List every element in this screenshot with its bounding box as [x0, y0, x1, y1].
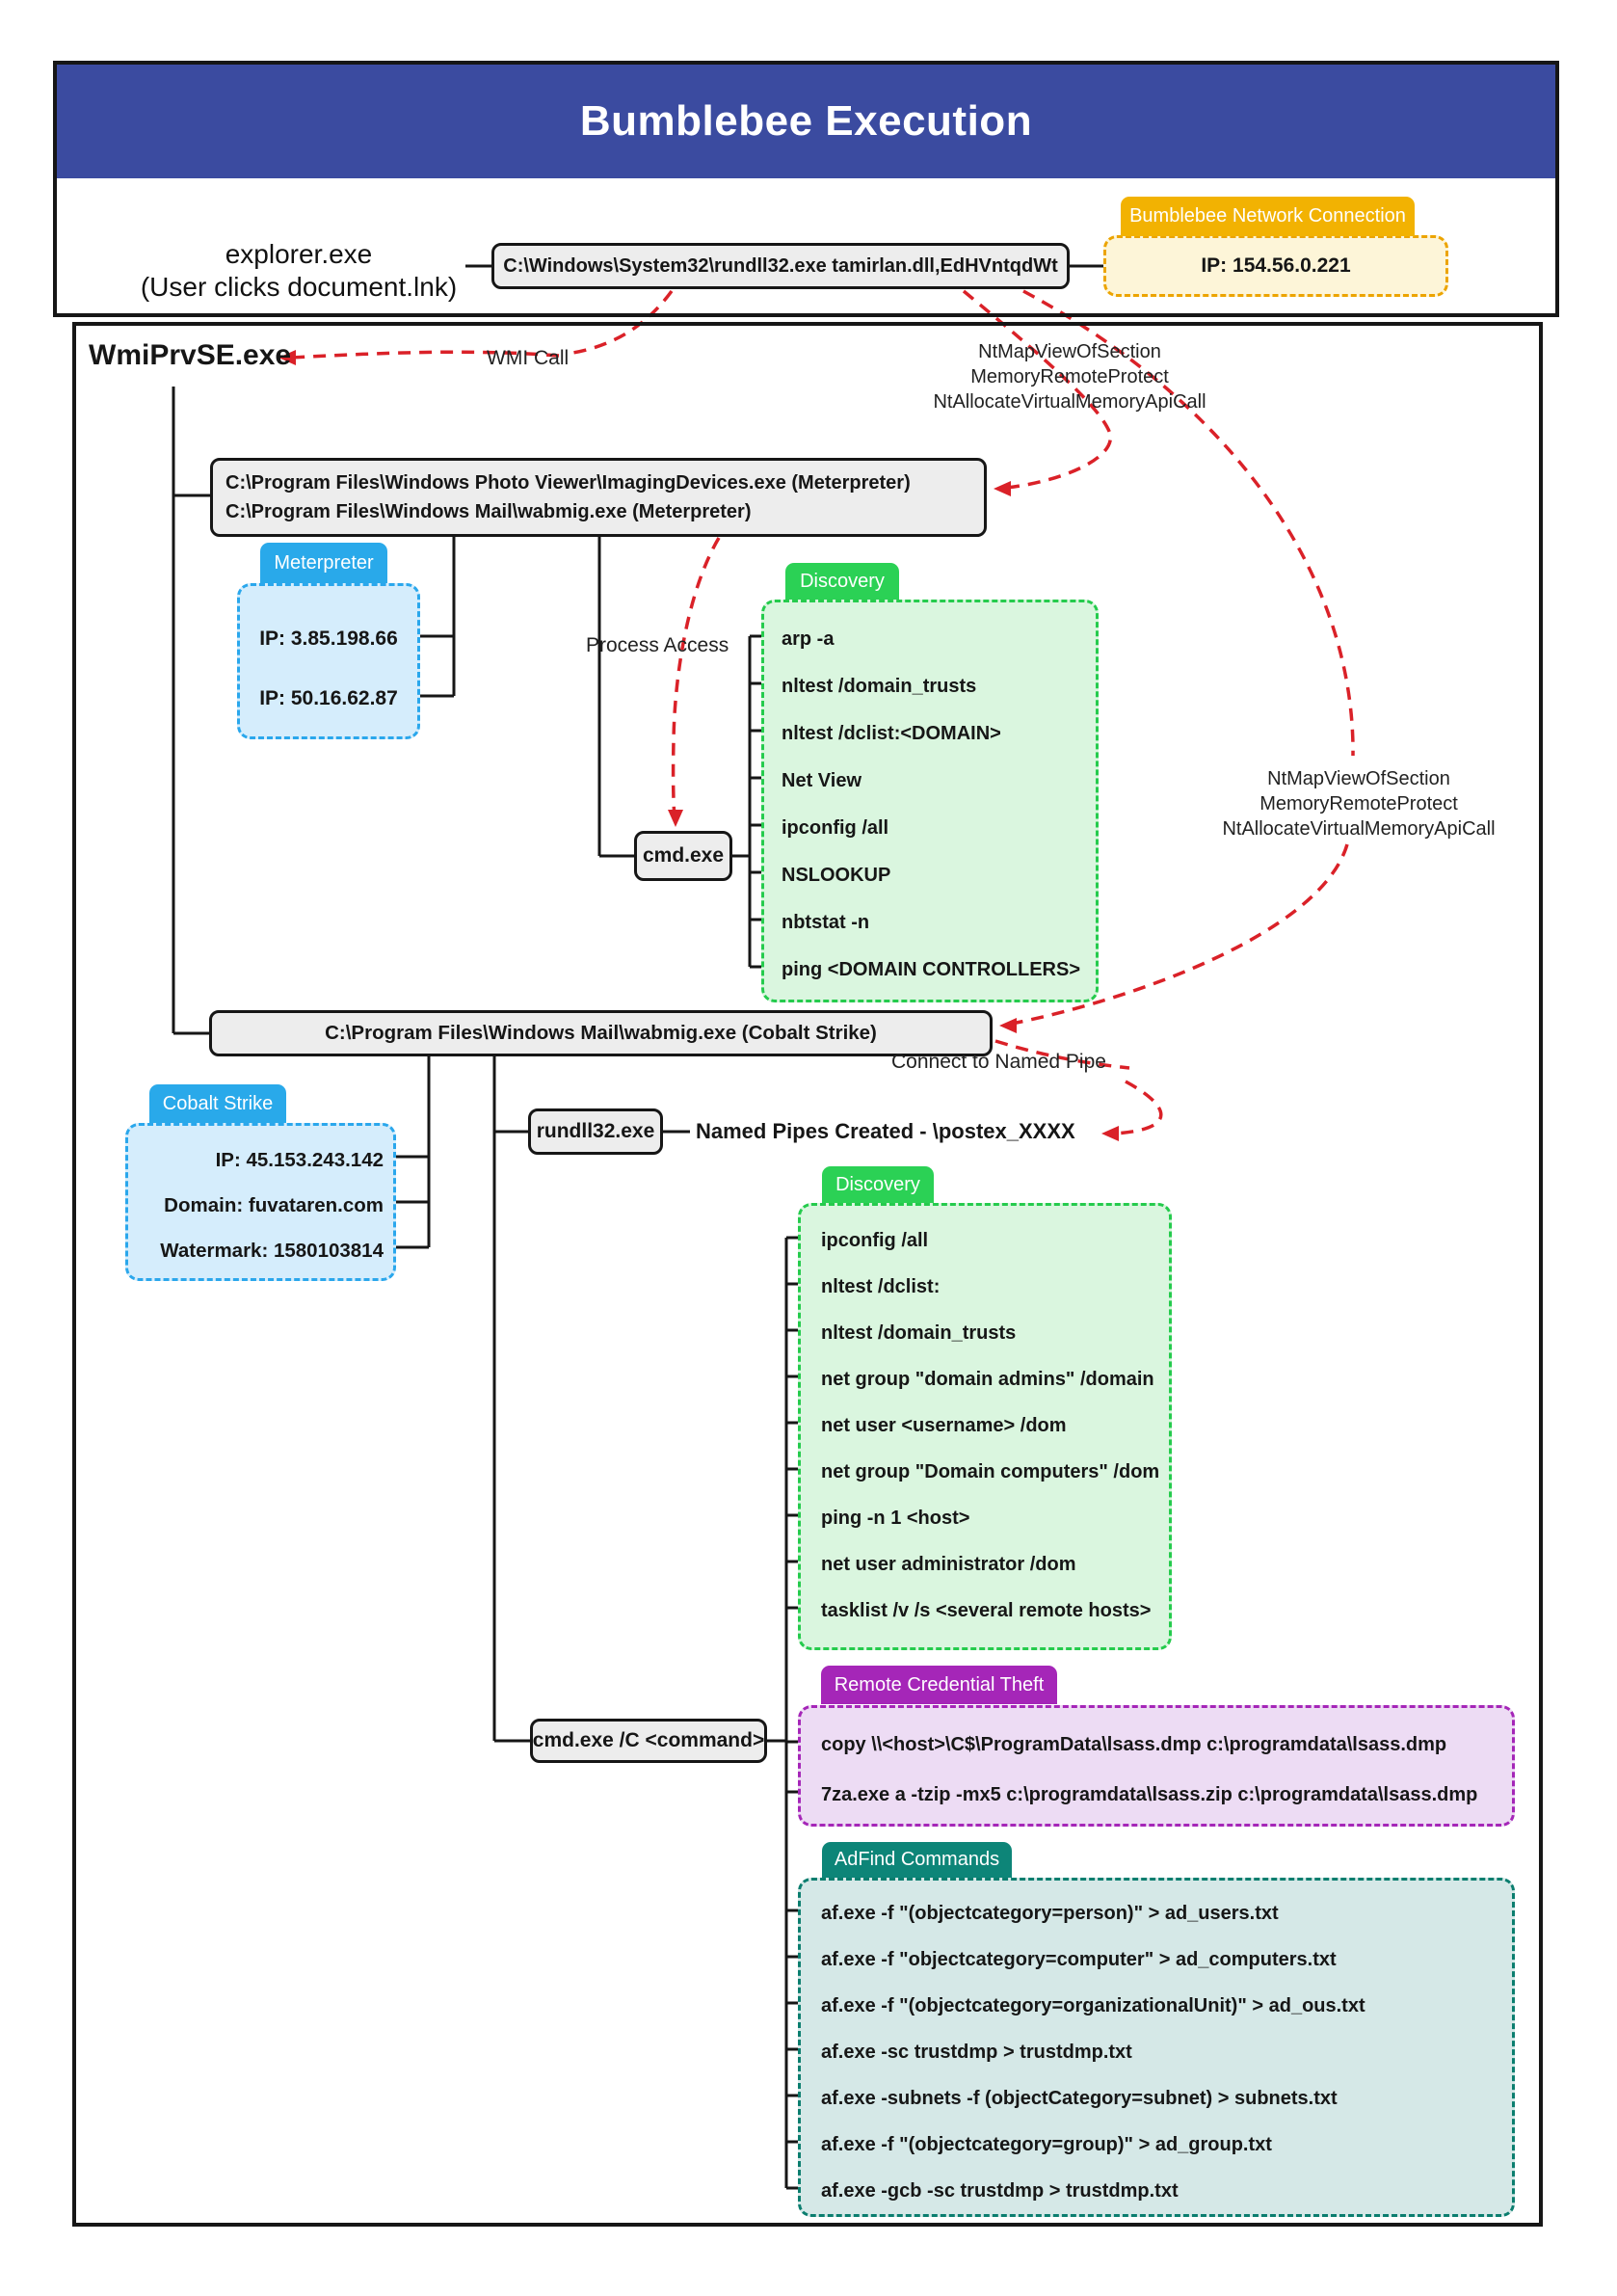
- api-call-line: NtAllocateVirtualMemoryApiCall: [933, 391, 1206, 413]
- discovery-command: arp -a: [782, 628, 835, 650]
- meterpreter-tab: [260, 543, 387, 583]
- api-calls-lower: [1205, 766, 1513, 841]
- cmd-c-node: [530, 1719, 767, 1763]
- title-bar: [57, 65, 1555, 178]
- discovery2-panel: [798, 1203, 1172, 1650]
- discovery-command: nltest /dclist:<DOMAIN>: [782, 723, 1001, 744]
- discovery-command: net group "Domain computers" /dom: [821, 1460, 1160, 1482]
- named-pipes-label: Named Pipes Created - \postex_XXXX: [696, 1119, 1075, 1143]
- adfind-command: af.exe -gcb -sc trustdmp > trustdmp.txt: [821, 2179, 1179, 2202]
- api-call-line: NtMapViewOfSection: [978, 341, 1161, 362]
- discovery-command: tasklist /v /s <several remote hosts>: [821, 1599, 1152, 1621]
- rct-panel: [798, 1705, 1515, 1827]
- cobalt-strike-detail: Domain: fuvataren.com: [164, 1193, 384, 1216]
- discovery1-panel: [761, 600, 1099, 1002]
- discovery-command: NSLOOKUP: [782, 865, 891, 886]
- cobalt-strike-process-node: [209, 1010, 993, 1056]
- discovery-command: ping -n 1 <host>: [821, 1507, 970, 1529]
- discovery-command: nltest /domain_trusts: [821, 1322, 1017, 1344]
- api-call-line: MemoryRemoteProtect: [1259, 793, 1458, 814]
- adfind-command: af.exe -sc trustdmp > trustdmp.txt: [821, 2041, 1132, 2063]
- connect-named-pipe-label: Connect to Named Pipe: [891, 1051, 1106, 1073]
- cobalt-strike-detail: IP: 45.153.243.142: [215, 1148, 384, 1171]
- adfind-command: af.exe -f "objectcategory=computer" > ad_computers.txt: [821, 1948, 1337, 1970]
- cobalt-strike-tab-label: Cobalt Strike: [162, 1092, 274, 1114]
- adfind-command: af.exe -subnets -f (objectCategory=subnet) > subnets.txt: [821, 2087, 1338, 2109]
- meterpreter-tab-label: Meterpreter: [274, 551, 374, 574]
- explorer-sublabel: (User clicks document.lnk): [140, 272, 458, 302]
- api-calls-upper: [867, 339, 1272, 414]
- discovery2-tab: [822, 1166, 934, 1203]
- meterpreter-ip: IP: 3.85.198.66: [259, 627, 398, 650]
- discovery1-tab-label: Discovery: [800, 570, 885, 592]
- rundll32-child-label: rundll32.exe: [536, 1120, 655, 1142]
- rct-command: copy \\<host>\C$\ProgramData\lsass.dmp c:\programdata\lsass.dmp: [821, 1733, 1447, 1755]
- network-connection-tab: [1121, 197, 1415, 236]
- process-path-line: C:\Program Files\Windows Photo Viewer\ImagingDevices.exe (Meterpreter): [225, 472, 911, 494]
- cobalt-strike-panel: [125, 1123, 396, 1281]
- rundll32-path-text: C:\Windows\System32\rundll32.exe tamirlan.dll,EdHVntqdWt: [503, 254, 1058, 277]
- network-connection-panel: [1103, 235, 1448, 297]
- rundll32-path-node: [491, 243, 1070, 289]
- page-title: Bumblebee Execution: [579, 97, 1033, 145]
- adfind-tab: [822, 1842, 1012, 1878]
- rundll32-child-node: [528, 1108, 663, 1155]
- explorer-node: [125, 238, 472, 304]
- meterpreter-ip: IP: 50.16.62.87: [259, 687, 398, 709]
- rct-tab: [821, 1666, 1057, 1704]
- adfind-command: af.exe -f "(objectcategory=group)" > ad_group.txt: [821, 2133, 1272, 2155]
- discovery-command: nltest /domain_trusts: [782, 676, 977, 697]
- network-ip: IP: 154.56.0.221: [1201, 254, 1351, 277]
- discovery-command: net user <username> /dom: [821, 1414, 1067, 1436]
- api-call-line: NtMapViewOfSection: [1267, 768, 1450, 789]
- adfind-panel: [798, 1878, 1515, 2217]
- discovery-command: ipconfig /all: [782, 817, 889, 839]
- discovery-command: ping <DOMAIN CONTROLLERS>: [782, 959, 1080, 980]
- wmiprvse-node: WmiPrvSE.exe: [89, 339, 292, 371]
- adfind-command: af.exe -f "(objectcategory=person)" > ad_users.txt: [821, 1902, 1279, 1924]
- cmd-node: [634, 831, 732, 881]
- discovery-command: nltest /dclist:: [821, 1275, 941, 1297]
- api-call-line: NtAllocateVirtualMemoryApiCall: [1222, 818, 1496, 840]
- cobalt-strike-tab: [149, 1084, 286, 1123]
- network-tab-label: Bumblebee Network Connection: [1129, 205, 1406, 227]
- meterpreter-processes-node: [210, 458, 987, 537]
- discovery-command: net user administrator /dom: [821, 1553, 1076, 1575]
- adfind-tab-label: AdFind Commands: [834, 1849, 1000, 1870]
- discovery1-tab: [785, 563, 899, 600]
- discovery-command: net group "domain admins" /domain: [821, 1368, 1154, 1390]
- rct-tab-label: Remote Credential Theft: [834, 1673, 1045, 1695]
- rct-command: 7za.exe a -tzip -mx5 c:\programdata\lsass.zip c:\programdata\lsass.dmp: [821, 1783, 1478, 1805]
- discovery2-tab-label: Discovery: [835, 1173, 920, 1195]
- cobalt-strike-detail: Watermark: 1580103814: [160, 1239, 384, 1262]
- cmd-c-label: cmd.exe /C <command>: [532, 1729, 765, 1751]
- process-path-line: C:\Program Files\Windows Mail\wabmig.exe (Meterpreter): [225, 501, 752, 522]
- discovery-command: ipconfig /all: [821, 1229, 929, 1251]
- discovery-command: Net View: [782, 770, 862, 791]
- api-call-line: MemoryRemoteProtect: [970, 366, 1169, 387]
- wmi-call-label: WMI Call: [487, 347, 570, 369]
- explorer-label: explorer.exe: [225, 239, 373, 269]
- cmd-label: cmd.exe: [642, 844, 725, 867]
- cobalt-strike-process-text: C:\Program Files\Windows Mail\wabmig.exe (Cobalt Strike): [325, 1022, 877, 1044]
- meterpreter-panel: [237, 583, 420, 739]
- adfind-command: af.exe -f "(objectcategory=organizationalUnit)" > ad_ous.txt: [821, 1994, 1365, 2016]
- discovery-command: nbtstat -n: [782, 912, 870, 933]
- process-access-label: Process Access: [586, 634, 729, 656]
